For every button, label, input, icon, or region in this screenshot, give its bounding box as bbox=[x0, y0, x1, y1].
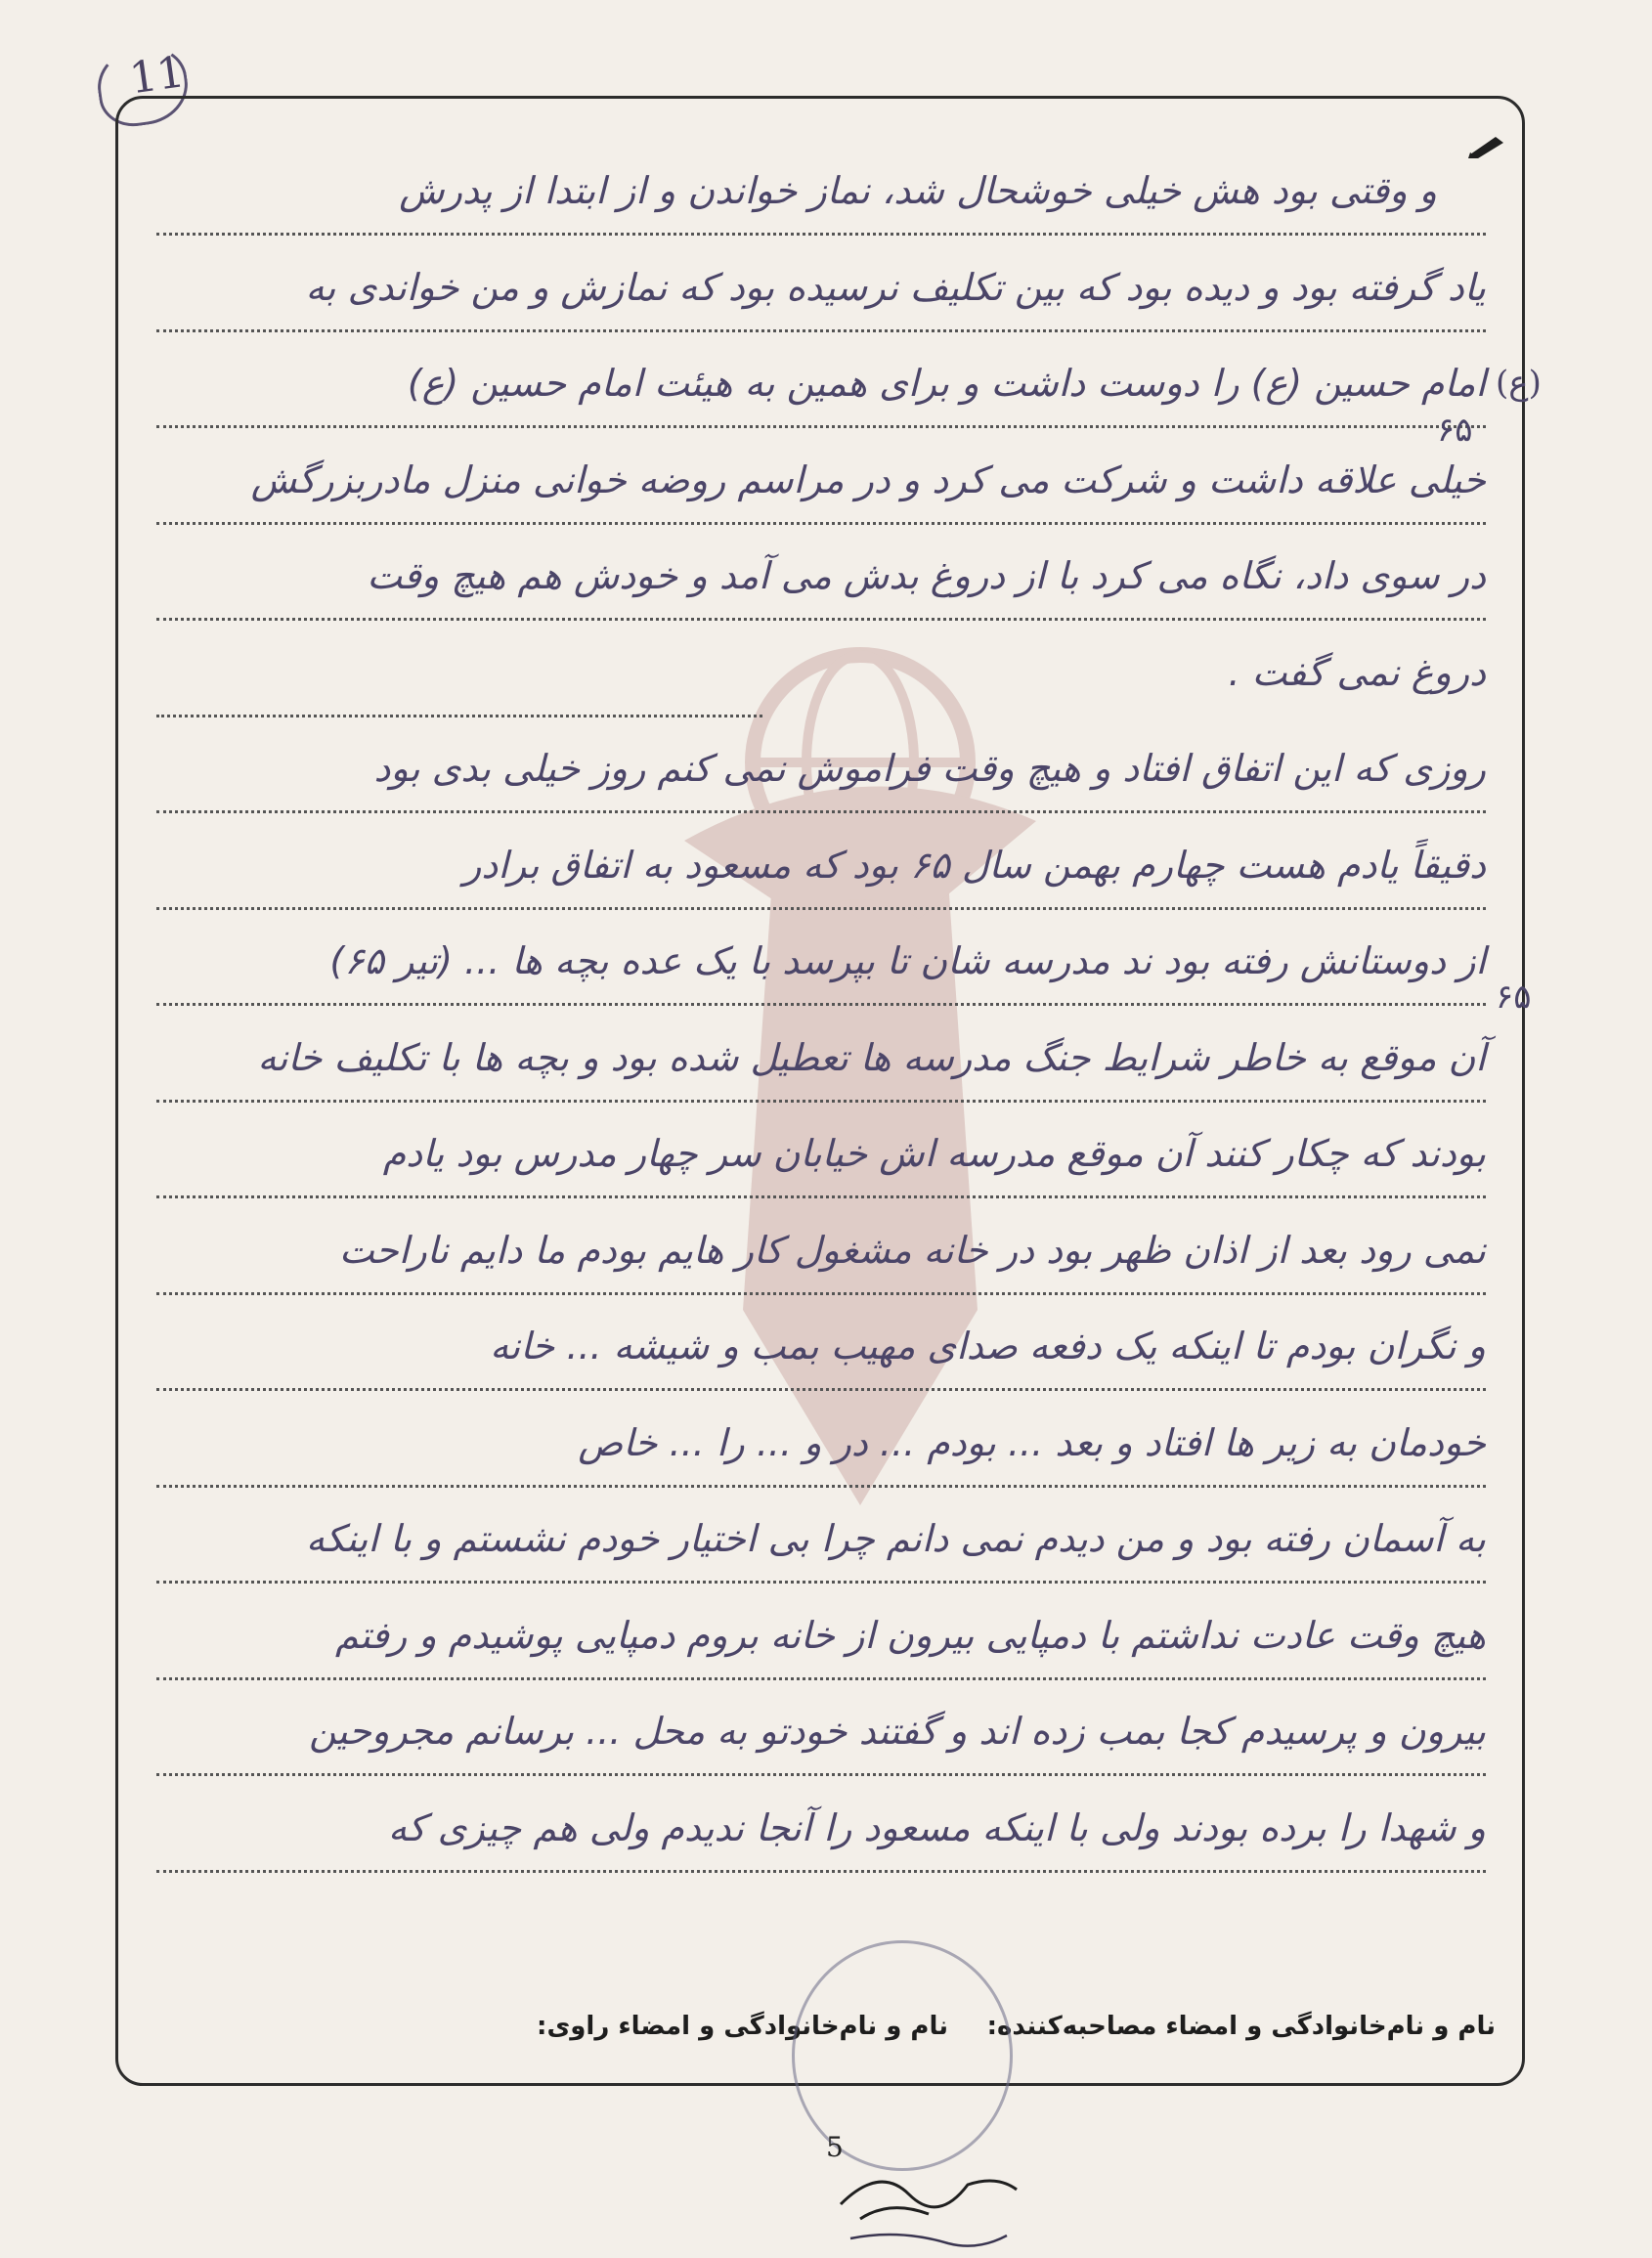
text-line: و وقتی بود هش خیلی خوشحال شد، نماز خواندن و از ابتدا از پدرش bbox=[156, 156, 1486, 253]
text-line: خودمان به زیر ها افتاد و بعد ... بودم ... در و ... را ... خاص bbox=[156, 1409, 1486, 1505]
text-line: نمی رود بعد از اذان ظهر بود در خانه مشغول کار هایم بودم ما دایم ناراحت bbox=[156, 1216, 1486, 1313]
interviewer-label: نام و نام‌خانوادگی و امضاء مصاحبه‌کننده: bbox=[986, 2012, 1496, 2041]
text-line: و نگران بودم تا اینکه یک دفعه صدای مهیب بمب و شیشه ... خانه bbox=[156, 1312, 1486, 1409]
text-line: دقیقاً یادم هست چهارم بهمن سال ۶۵ بود که مسعود به اتفاق برادر bbox=[156, 831, 1486, 928]
text-line: از دوستانش رفته بود ند مدرسه شان تا بپرسد با یک عده بچه ها ... (تیر ۶۵) bbox=[156, 927, 1486, 1023]
margin-note: (ع) bbox=[1496, 364, 1542, 403]
stamp-circle bbox=[792, 1940, 1013, 2171]
text-line: در سوی داد، نگاه می کرد با از دروغ بدش می آمد و خودش هم هیچ وقت bbox=[156, 542, 1486, 638]
signature bbox=[821, 2146, 1036, 2253]
margin-note: ۶۵ bbox=[1437, 411, 1473, 450]
text-line: خیلی علاقه داشت و شرکت می کرد و در مراسم روضه خوانی منزل مادربزرگش bbox=[156, 446, 1486, 543]
text-line: آن موقع به خاطر شرایط جنگ مدرسه ها تعطیل شده بود و بچه ها با تکلیف خانه bbox=[156, 1023, 1486, 1120]
page-number: 11 bbox=[93, 41, 191, 131]
text-line: یاد گرفته بود و دیده بود که بین تکلیف نرسیده بود که نمازش و من خواندی به bbox=[156, 253, 1486, 350]
text-line: بودند که چکار کنند آن موقع مدرسه اش خیابان سر چهار مدرس بود یادم bbox=[156, 1119, 1486, 1216]
narrator-label: نام و نام‌خانوادگی و امضاء راوی: bbox=[537, 2012, 948, 2041]
text-line: امام حسین (ع) را دوست داشت و برای همین به هیئت امام حسین (ع) bbox=[156, 349, 1486, 446]
text-line: روزی که این اتفاق افتاد و هیچ وقت فراموش نمی کنم روز خیلی بدی بود bbox=[156, 734, 1486, 831]
text-line: به آسمان رفته بود و من دیدم نمی دانم چرا بی اختیار خودم نشستم و با اینکه bbox=[156, 1504, 1486, 1601]
text-line: و شهدا را برده بودند ولی با اینکه مسعود را آنجا ندیدم ولی هم چیزی که bbox=[156, 1794, 1486, 1890]
margin-note: ۶۵ bbox=[1496, 977, 1532, 1017]
text-line: هیچ وقت عادت نداشتم با دمپایی بیرون از خانه بروم دمپایی پوشیدم و رفتم bbox=[156, 1601, 1486, 1698]
page-footer-number: 5 bbox=[826, 2131, 844, 2163]
handwritten-text-body bbox=[156, 156, 1486, 1889]
text-line: دروغ نمی گفت . bbox=[156, 638, 1486, 735]
text-line: بیرون و پرسیدم کجا بمب زده اند و گفتند خودتو به محل ... برسانم مجروحین bbox=[156, 1697, 1486, 1794]
